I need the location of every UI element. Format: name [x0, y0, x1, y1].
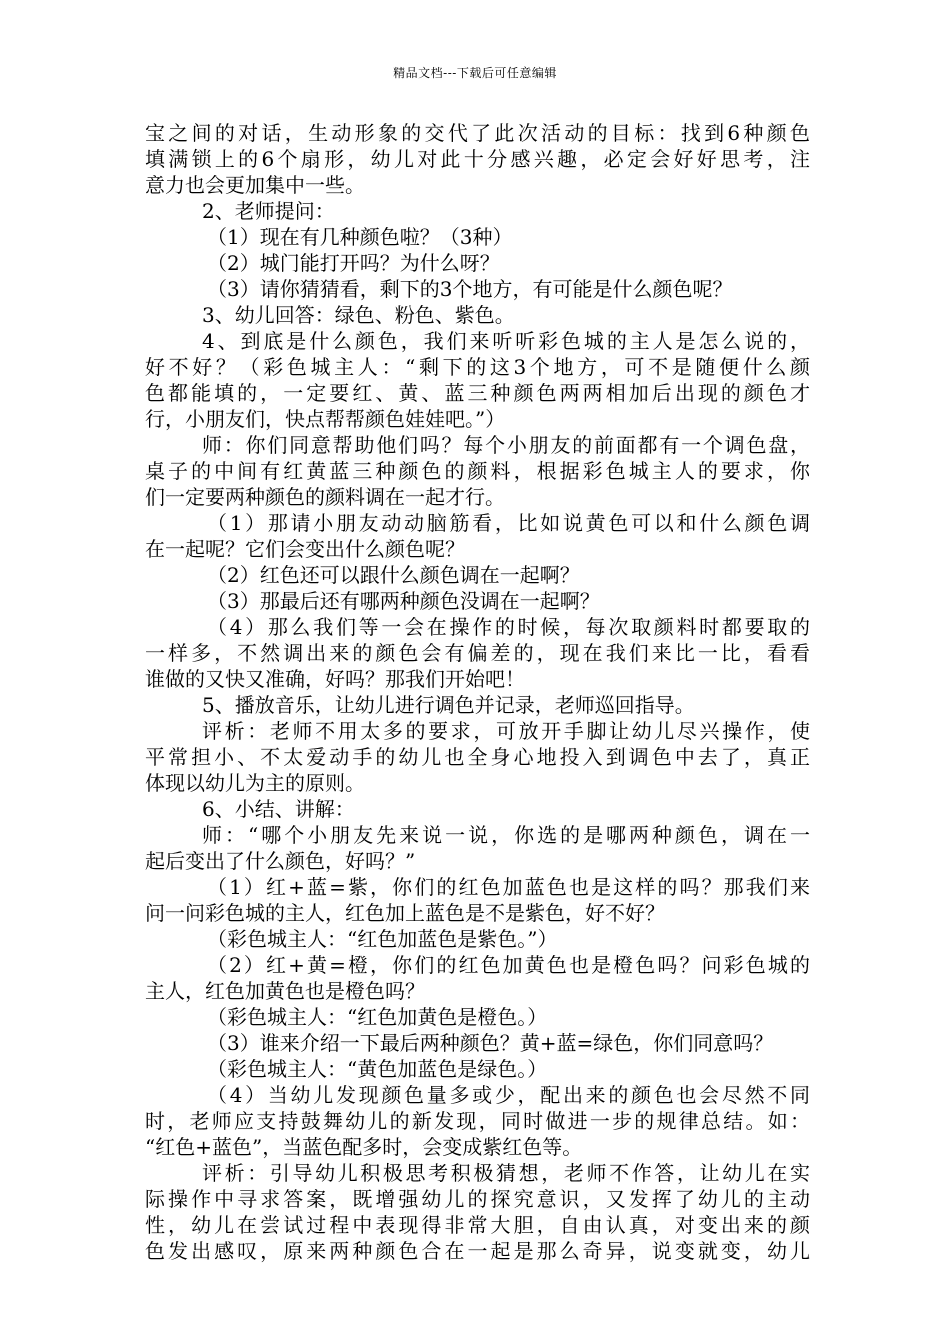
page-header: 精品文档---下载后可任意编辑: [393, 66, 557, 80]
text-line: 桌子的中间有红黄蓝三种颜色的颜料，根据彩色城主人的要求，你: [145, 459, 810, 483]
text-line: （3）请你猜猜看，剩下的3个地方，有可能是什么颜色呢？: [207, 277, 733, 301]
text-line: “红色+蓝色”，当蓝色配多时，会变成紫红色等。: [145, 1135, 583, 1159]
text-line: 性，幼儿在尝试过程中表现得非常大胆，自由认真，对变出来的颜: [145, 1213, 810, 1237]
text-line: 2、老师提问：: [202, 199, 335, 223]
text-line: 谁做的又快又准确，好吗？那我们开始吧！: [145, 667, 525, 691]
text-line: 时，老师应支持鼓舞幼儿的新发现，同时做进一步的规律总结。如：: [145, 1109, 810, 1133]
text-line: （彩色城主人：“红色加蓝色是紫色。”）: [207, 927, 558, 951]
text-line: 行，小朋友们，快点帮帮颜色娃娃吧。”）: [145, 407, 506, 431]
text-line: 好不好？（彩色城主人：“剩下的这3个地方，可不是随便什么颜: [145, 355, 810, 379]
text-line: 体现以幼儿为主的原则。: [145, 771, 365, 795]
text-line: 师：“哪个小朋友先来说一说，你选的是哪两种颜色，调在一: [202, 823, 810, 847]
text-line: （1）红+蓝=紫，你们的红色加蓝色也是这样的吗？那我们来: [207, 875, 810, 899]
text-line: 5、播放音乐，让幼儿进行调色并记录，老师巡回指导。: [202, 693, 695, 717]
text-line: （1）那请小朋友动动脑筋看，比如说黄色可以和什么颜色调: [207, 511, 810, 535]
text-line: 一样多，不然调出来的颜色会有偏差的，现在我们来比一比，看看: [145, 641, 810, 665]
text-line: （彩色城主人：“红色加黄色是橙色。）: [207, 1005, 548, 1029]
text-line: 意力也会更加集中一些。: [145, 173, 365, 197]
text-line: 师：你们同意帮助他们吗？每个小朋友的前面都有一个调色盘，: [202, 433, 810, 457]
text-line: （2）城门能打开吗？为什么呀？: [207, 251, 500, 275]
text-line: 评析：老师不用太多的要求，可放开手脚让幼儿尽兴操作，使: [202, 719, 810, 743]
text-line: 评析：引导幼儿积极思考积极猜想，老师不作答，让幼儿在实: [202, 1161, 810, 1185]
text-line: 起后变出了什么颜色，好吗？”: [145, 849, 416, 873]
text-line: 色都能填的，一定要红、黄、蓝三种颜色两两相加后出现的颜色才: [145, 381, 810, 405]
text-line: 们一定要两种颜色的颜料调在一起才行。: [145, 485, 505, 509]
text-line: （2）红色还可以跟什么颜色调在一起啊？: [207, 563, 580, 587]
text-line: 3、幼儿回答：绿色、粉色、紫色。: [202, 303, 515, 327]
text-line: 填满锁上的6个扇形，幼儿对此十分感兴趣，必定会好好思考，注: [145, 147, 810, 171]
text-line: （3）那最后还有哪两种颜色没调在一起啊？: [207, 589, 600, 613]
text-line: （4）当幼儿发现颜色量多或少，配出来的颜色也会尽然不同: [207, 1083, 810, 1107]
text-line: （3）谁来介绍一下最后两种颜色？黄+蓝=绿色，你们同意吗？: [207, 1031, 774, 1055]
text-line: 色发出感叹，原来两种颜色合在一起是那么奇异，说变就变，幼儿: [145, 1239, 810, 1263]
document-body: [145, 120, 810, 1264]
text-line: （1）现在有几种颜色啦？（3种）: [207, 225, 513, 249]
text-line: 主人，红色加黄色也是橙色吗？: [145, 979, 425, 1003]
text-line: 宝之间的对话，生动形象的交代了此次活动的目标：找到6种颜色: [145, 121, 810, 145]
text-line: 6、小结、讲解：: [202, 797, 355, 821]
text-line: 平常担小、不太爱动手的幼儿也全身心地投入到调色中去了，真正: [145, 745, 810, 769]
text-line: （4）那么我们等一会在操作的时候，每次取颜料时都要取的: [207, 615, 810, 639]
text-line: （彩色城主人：“黄色加蓝色是绿色。）: [207, 1057, 548, 1081]
text-line: 在一起呢？它们会变出什么颜色呢？: [145, 537, 465, 561]
text-line: 4、到底是什么颜色，我们来听听彩色城的主人是怎么说的，: [202, 329, 810, 353]
text-line: （2）红+黄=橙，你们的红色加黄色也是橙色吗？问彩色城的: [207, 953, 810, 977]
text-line: 际操作中寻求答案，既增强幼儿的探究意识，又发挥了幼儿的主动: [145, 1187, 810, 1211]
text-line: 问一问彩色城的主人，红色加上蓝色是不是紫色，好不好？: [145, 901, 665, 925]
